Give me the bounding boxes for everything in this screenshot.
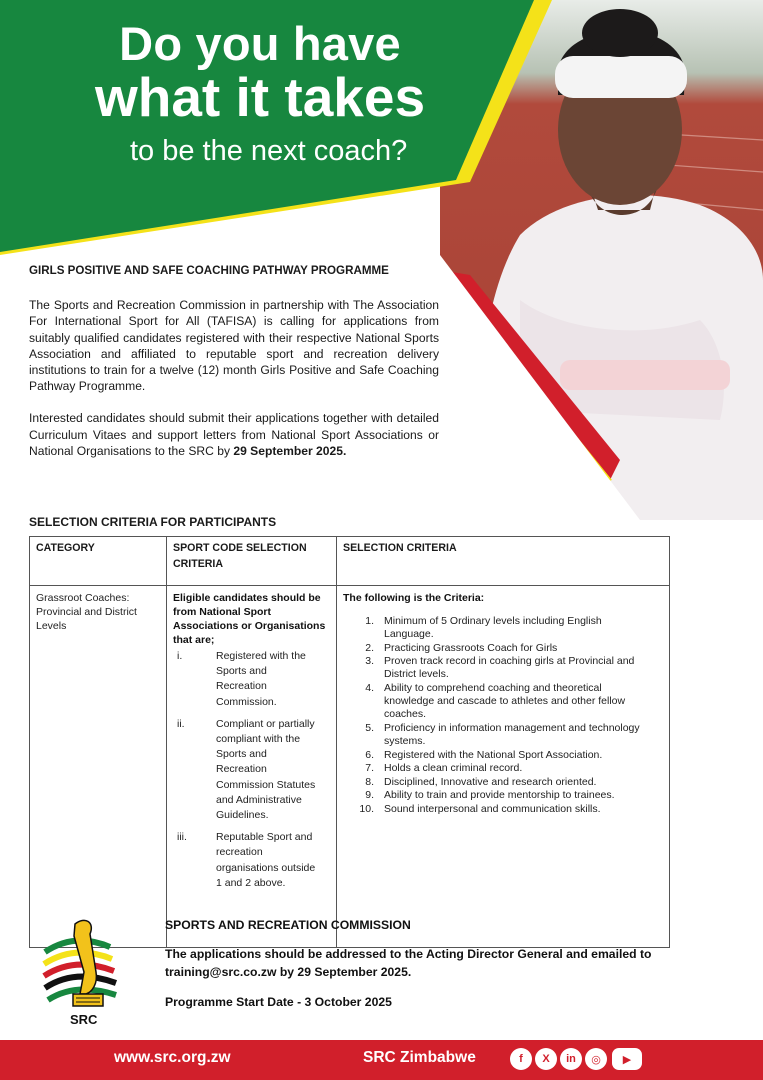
- eligible-intro: Eligible candidates should be from National Sport Associations or Organisations that are;: [173, 592, 326, 646]
- youtube-icon[interactable]: ▶: [612, 1048, 642, 1070]
- list-item: [343, 722, 663, 748]
- item-text: Compliant or partially compliant with the Sports and Recreation Commission Statutes and Administrative Guidelines.: [216, 717, 316, 822]
- list-item: [173, 830, 330, 891]
- headline-line-1: Do you have: [119, 17, 401, 70]
- contact-section: [165, 918, 665, 1009]
- item-text: Reputable Sport and recreation organisations outside 1 and 2 above.: [216, 831, 316, 889]
- item-text: Practicing Grassroots Coach for Girls: [384, 641, 558, 654]
- application-address: The applications should be addressed to the Acting Director General and emailed to training@src.co.zw by 29 September 2025.: [165, 947, 652, 979]
- submission-deadline: 29 September 2025.: [233, 443, 347, 458]
- list-item: [343, 615, 663, 641]
- list-item: [343, 749, 663, 762]
- item-number: 9.: [365, 789, 374, 802]
- item-text: Ability to train and provide mentorship to trainees.: [384, 789, 615, 802]
- headband: [555, 56, 687, 98]
- item-number: iii.: [177, 831, 187, 844]
- submission-text: Interested candidates should submit their applications together with detailed Curriculum Vitaes and support letters from National Sport Associations or National Organisations to the SRC by: [29, 411, 439, 458]
- criteria-list: [343, 615, 663, 816]
- linkedin-icon[interactable]: in: [560, 1048, 582, 1070]
- item-text: Proficiency in information management and technology systems.: [384, 721, 640, 748]
- header-sport-code: SPORT CODE SELECTION CRITERIA: [167, 537, 337, 586]
- intro-paragraph: The Sports and Recreation Commission in partnership with The Association For International Sport for All (TAFISA) is calling for applications from suitably qualified candidates registered with their respective National Sports Association and affiliated to reputable sport and recreation delivery institutions to train for a twelve (12) month Girls Positive and Safe Coaching Pathway Programme.: [29, 298, 439, 394]
- programme-title: GIRLS POSITIVE AND SAFE COACHING PATHWAY PROGRAMME: [29, 264, 389, 277]
- item-number: ii.: [177, 717, 185, 730]
- item-text: Registered with the Sports and Recreation Commission.: [216, 650, 306, 708]
- headline-line-2: what it takes: [94, 66, 426, 128]
- list-item: [343, 789, 663, 802]
- list-item: [343, 642, 663, 655]
- selection-title: SELECTION CRITERIA FOR PARTICIPANTS: [29, 515, 277, 529]
- list-item: [173, 717, 330, 823]
- list-item: [343, 803, 663, 816]
- social-icons: [510, 1048, 642, 1070]
- headline-line-3: to be the next coach?: [130, 135, 408, 167]
- eligible-list: [173, 649, 330, 891]
- item-text: Minimum of 5 Ordinary levels including English Language.: [384, 615, 602, 641]
- item-text: Registered with the National Sport Association.: [384, 748, 603, 761]
- table-header-row: [30, 537, 670, 586]
- table-row: [30, 586, 670, 948]
- submission-paragraph: [29, 410, 439, 459]
- eligibility-cell: [167, 586, 337, 948]
- category-cell: Grassroot Coaches: Provincial and District Levels: [30, 586, 167, 948]
- list-item: [343, 776, 663, 789]
- list-item: [343, 655, 663, 681]
- item-number: 3.: [365, 655, 374, 668]
- x-icon[interactable]: X: [535, 1048, 557, 1070]
- selection-criteria-table: [29, 536, 670, 948]
- item-text: Disciplined, Innovative and research oriented.: [384, 775, 597, 788]
- item-number: 1.: [365, 615, 374, 627]
- item-number: 6.: [365, 748, 374, 761]
- list-item: [343, 762, 663, 775]
- footer-bar: [0, 1040, 763, 1080]
- item-text: Sound interpersonal and communication skills.: [384, 802, 601, 815]
- header-criteria: SELECTION CRITERIA: [337, 537, 670, 586]
- item-number: i.: [177, 650, 183, 662]
- item-number: 2.: [365, 641, 374, 654]
- list-item: [173, 649, 330, 710]
- facebook-icon[interactable]: f: [510, 1048, 532, 1070]
- intro-section: [29, 263, 439, 475]
- item-number: 8.: [365, 775, 374, 788]
- programme-start-date: Programme Start Date - 3 October 2025: [165, 995, 392, 1009]
- organisation-name: SPORTS AND RECREATION COMMISSION: [165, 918, 411, 932]
- item-number: 5.: [365, 721, 374, 734]
- headline: [0, 18, 520, 126]
- criteria-intro: The following is the Criteria:: [343, 592, 485, 604]
- criteria-cell: [337, 586, 670, 948]
- item-number: 10.: [359, 802, 374, 815]
- list-item: [343, 682, 663, 722]
- item-number: 4.: [365, 681, 374, 694]
- instagram-icon[interactable]: ◎: [585, 1048, 607, 1070]
- website-link[interactable]: www.src.org.zw: [114, 1049, 231, 1066]
- item-number: 7.: [365, 762, 374, 775]
- item-text: Proven track record in coaching girls at Provincial and District levels.: [384, 655, 635, 681]
- item-text: Ability to comprehend coaching and theoretical knowledge and cascade to athletes and other fellow coaches.: [384, 681, 626, 721]
- social-handle: SRC Zimbabwe: [363, 1049, 476, 1066]
- header-category: CATEGORY: [30, 537, 167, 586]
- logo-text: SRC: [70, 1012, 98, 1027]
- item-text: Holds a clean criminal record.: [384, 762, 523, 775]
